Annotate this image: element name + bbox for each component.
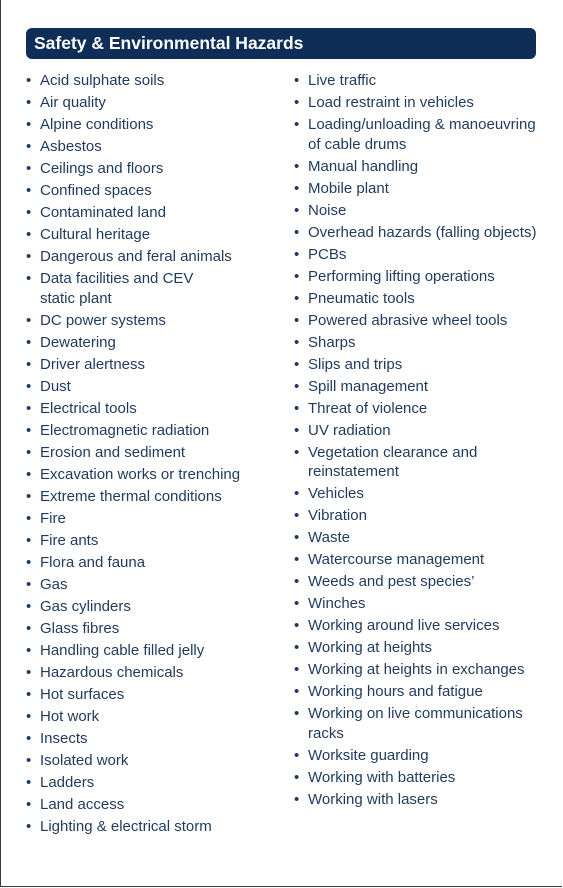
hazard-list-item: • Manual handling [292,157,542,177]
hazard-list-item: • Erosion and sediment [24,443,274,463]
hazard-list-item: • Gas [24,575,274,595]
hazard-list-item: • Extreme thermal conditions [24,487,274,507]
hazard-list-item: • Slips and trips [292,355,542,375]
hazard-list-item: • Ladders [24,773,274,793]
hazard-list-item: • Hot surfaces [24,685,274,705]
hazard-list-item: • Gas cylinders [24,597,274,617]
hazard-list-item: • Fire [24,509,274,529]
hazard-list-item: • Spill management [292,377,542,397]
hazard-list-item: • Loading/unloading & manoeuvring of cable drums [292,115,542,154]
hazard-list-item: • Vehicles [292,484,542,504]
hazard-list-item: • Working on live communications racks [292,704,542,743]
hazard-list-item: • UV radiation [292,421,542,441]
hazard-list-item: • Pneumatic tools [292,289,542,309]
hazard-list-item: • Flora and fauna [24,553,274,573]
hazard-list-item: • Ceilings and floors [24,159,274,179]
section-header [26,28,536,59]
hazard-list-item: • Working around live services [292,616,542,636]
hazard-list-item: • Hot work [24,707,274,727]
hazard-list-item: • Threat of violence [292,399,542,419]
hazard-list-item: • Working at heights in exchanges [292,660,542,680]
hazard-list-item: • Fire ants [24,531,274,551]
hazard-list-item: • Mobile plant [292,179,542,199]
hazard-list-item: • Sharps [292,333,542,353]
hazard-list-item: • Live traffic [292,71,542,91]
hazard-list-item: • Dangerous and feral animals [24,247,274,267]
hazard-list-item: • Working with lasers [292,790,542,810]
hazard-list-item: • Working with batteries [292,768,542,788]
hazard-list-item: • Weeds and pest species’ [292,572,542,592]
hazard-list-item: • Working hours and fatigue [292,682,542,702]
hazard-list-item: • Isolated work [24,751,274,771]
hazard-list-item: • Confined spaces [24,181,274,201]
hazard-list-item: • Load restraint in vehicles [292,93,542,113]
hazard-list-item: • Performing lifting operations [292,267,542,287]
hazard-list-item: • Acid sulphate soils [24,71,274,91]
hazard-list-left [24,71,274,839]
hazard-list-item: • Winches [292,594,542,614]
hazard-list-item: • Asbestos [24,137,274,157]
hazard-list-item: • Powered abrasive wheel tools [292,311,542,331]
hazard-list-item: • Watercourse management [292,550,542,570]
hazard-list-right [292,71,542,812]
hazard-list-item: • Handling cable filled jelly [24,641,274,661]
hazard-list-item: • Vegetation clearance and reinstatement [292,443,542,482]
hazard-list-item: • Land access [24,795,274,815]
hazard-list-item: • Air quality [24,93,274,113]
hazard-list-item: • DC power systems [24,311,274,331]
hazard-list-item: • Noise [292,201,542,221]
hazard-list-item: • Lighting & electrical storm [24,817,274,837]
hazard-list-item: • Insects [24,729,274,749]
hazard-list-item: • Cultural heritage [24,225,274,245]
hazard-list-item: • Driver alertness [24,355,274,375]
hazard-list-item: • Excavation works or trenching [24,465,274,485]
hazard-list-item: • Dust [24,377,274,397]
hazard-list-item: • Hazardous chemicals [24,663,274,683]
hazard-list-item: • Alpine conditions [24,115,274,135]
hazard-list-item: • Dewatering [24,333,274,353]
hazard-list-item: • Data facilities and CEV static plant [24,269,274,308]
hazard-list-item: • Electromagnetic radiation [24,421,274,441]
hazard-list-item: • Worksite guarding [292,746,542,766]
hazard-list-item: • Glass fibres [24,619,274,639]
hazard-list-item: • Vibration [292,506,542,526]
hazard-list-item: • Working at heights [292,638,542,658]
hazard-list-item: • Waste [292,528,542,548]
section-title: Safety & Environmental Hazards [34,33,304,53]
hazard-list-item: • PCBs [292,245,542,265]
hazard-list-item: • Contaminated land [24,203,274,223]
hazard-list-item: • Overhead hazards (falling objects) [292,223,542,243]
hazard-list-item: • Electrical tools [24,399,274,419]
